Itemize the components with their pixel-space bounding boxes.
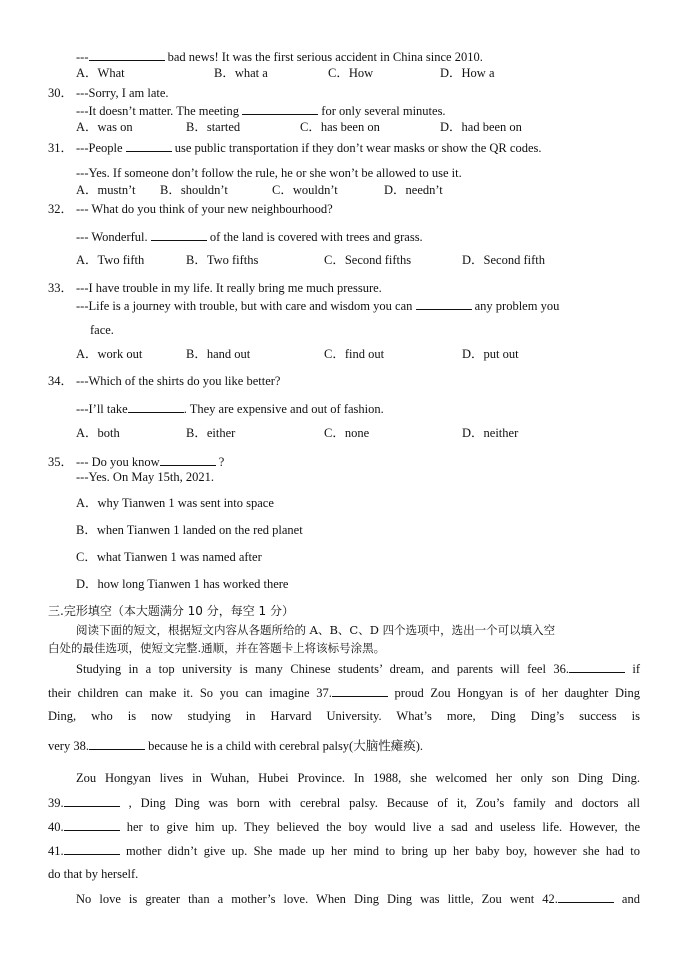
- section-instruction-1: 阅读下面的短文，根据短文内容从各题所给的 A、B、C、D 四个选项中，选出一个可以填入空: [76, 623, 556, 637]
- q34-line2: ---I’ll take . They are expensive and out of fashion.: [76, 402, 384, 416]
- blank: [242, 102, 318, 115]
- passage-line: Zou Hongyan lives in Wuhan, Hubei Province. In 1988, she welcomed her only son Ding Ding.: [76, 771, 640, 785]
- option: C．none: [324, 426, 370, 440]
- passage-line: 40. her to give him up. They believed the boy would live a sad and useless life. However, the: [48, 820, 640, 834]
- option: D．Second fifth: [462, 253, 545, 267]
- blank: [151, 228, 207, 241]
- blank-36: [569, 660, 625, 673]
- option: C．wouldn’t: [272, 183, 338, 197]
- section-title: 三.完形填空（本大题满分 10 分，每空 1 分）: [48, 604, 294, 618]
- q33-line3: face.: [90, 323, 114, 337]
- option: D．had been on: [440, 120, 522, 134]
- option: A．What: [76, 66, 125, 80]
- passage-line: Studying in a top university is many Chinese students’ dream, and parents will feel 36. if: [76, 662, 640, 676]
- option: B．shouldn’t: [160, 183, 228, 197]
- q31-line2: ---Yes. If someone don’t follow the rule, he or she won’t be allowed to use it.: [76, 166, 462, 180]
- q32-line1: 32． --- What do you think of your new neighbourhood?: [48, 202, 333, 216]
- option: C．has been on: [300, 120, 380, 134]
- passage-line: do that by herself.: [48, 867, 139, 881]
- q35-option-a: A．why Tianwen 1 was sent into space: [76, 496, 274, 510]
- q33-line1: 33． ---I have trouble in my life. It really bring me much pressure.: [48, 281, 382, 295]
- blank-41: [64, 842, 120, 855]
- option: D．neither: [462, 426, 519, 440]
- blank-39: [64, 794, 120, 807]
- section-instruction-2: 白处的最佳选项，使短文完整.通顺，并在答题卡上将该标号涂黑。: [48, 641, 386, 655]
- blank: [416, 297, 472, 310]
- blank-40: [64, 818, 120, 831]
- option: D．put out: [462, 347, 519, 361]
- blank: [126, 139, 172, 152]
- q30-line1: 30． ---Sorry, I am late.: [48, 86, 169, 100]
- q30-line2: ---It doesn’t matter. The meeting for only several minutes.: [76, 104, 446, 118]
- passage-line: 39. , Ding Ding was born with cerebral palsy. Because of it, Zou’s family and doctors all: [48, 796, 640, 810]
- option: C．Second fifths: [324, 253, 412, 267]
- q35-option-c: C．what Tianwen 1 was named after: [76, 550, 262, 564]
- option: A．mustn’t: [76, 183, 136, 197]
- q35-line2: ---Yes. On May 15th, 2021.: [76, 470, 214, 484]
- option: B．hand out: [186, 347, 251, 361]
- passage-line: Ding, who is now studying in Harvard University. What’s more, Ding Ding’s success is: [48, 709, 640, 723]
- q34-line1: 34． ---Which of the shirts do you like better?: [48, 374, 281, 388]
- blank-37: [332, 684, 388, 697]
- q33-line2: ---Life is a journey with trouble, but with care and wisdom you can any problem you: [76, 299, 560, 313]
- option: B．what a: [214, 66, 268, 80]
- blank-42: [558, 890, 614, 903]
- passage-line: 41. mother didn’t give up. She made up her mind to bring up her baby boy, however she had to: [48, 844, 640, 858]
- option: D．How a: [440, 66, 495, 80]
- passage-line: No love is greater than a mother’s love. When Ding Ding was little, Zou went 42. and: [76, 892, 640, 906]
- option: C．find out: [324, 347, 385, 361]
- passage-line: very 38. because he is a child with cerebral palsy(大脑性瘫痪).: [48, 739, 424, 753]
- blank-38: [89, 737, 145, 750]
- q35-line1: 35． --- Do you know ?: [48, 455, 225, 469]
- option: A．was on: [76, 120, 133, 134]
- option: B．either: [186, 426, 236, 440]
- option: A．Two fifth: [76, 253, 145, 267]
- option: C．How: [328, 66, 374, 80]
- blank: [89, 48, 165, 61]
- q35-option-b: B．when Tianwen 1 landed on the red planet: [76, 523, 303, 537]
- option: D．needn’t: [384, 183, 443, 197]
- blank: [160, 453, 216, 466]
- option: B．started: [186, 120, 241, 134]
- passage-line: their children can make it. So you can imagine 37. proud Zou Hongyan is of her daughter Ding: [48, 686, 640, 700]
- option: A．work out: [76, 347, 143, 361]
- q32-line2: --- Wonderful. of the land is covered with trees and grass.: [76, 230, 423, 244]
- blank: [128, 400, 184, 413]
- option: B．Two fifths: [186, 253, 259, 267]
- q31-line1: 31． ---People use public transportation if they don’t wear masks or show the QR codes.: [48, 141, 542, 155]
- option: A．both: [76, 426, 120, 440]
- q35-option-d: D．how long Tianwen 1 has worked there: [76, 577, 289, 591]
- q29-stem: --- bad news! It was the first serious accident in China since 2010.: [76, 50, 483, 64]
